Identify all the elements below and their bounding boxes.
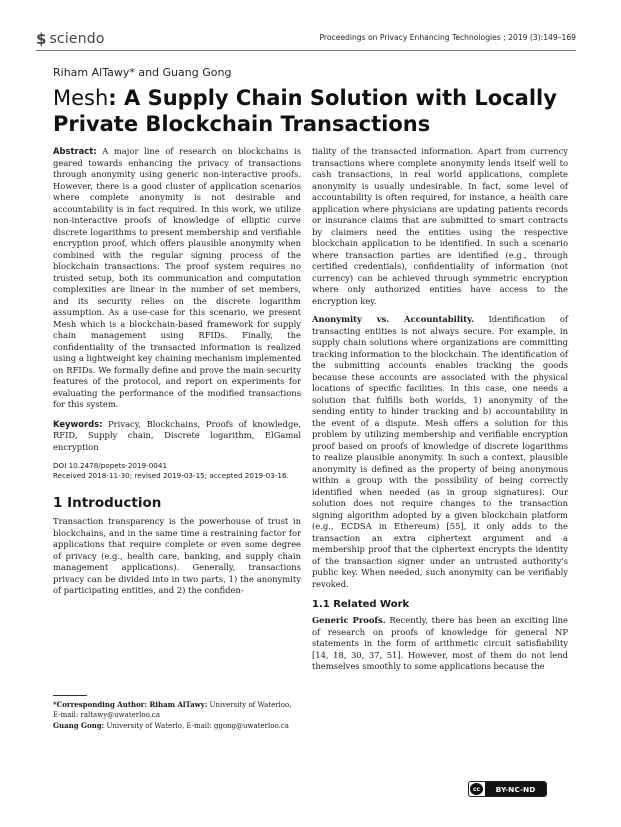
keywords-label: Keywords: <box>53 418 103 429</box>
abstract-text: A major line of research on blockchains is geared towards enhancing the privacy of transactions through anonymity using generic non-interactive proofs. However, there is a good cluster of application scenarios where complete anonymity is not desirable and accountability is in fact required. In this work, we utilize non-interactive proofs of knowledge of elliptic curve discrete logarithms to present membership and verifiable encryption proof, which offers plausible anonymity when combined with the regular signing process of the blockchain transactions. The proof system requires no trusted setup, both its communication and computation complexities are linear in the number of set members, and its security relies on the discrete logarithm assumption. As a use-case for this scenario, we present Mesh which is a blockchain-based framework for supply chain management using RFIDs. Finally, the confidentiality of the transacted information is realized using a lightweight key chaining mechanism implemented on RFIDs. We formally define and prove the main security features of the protocol, and report on experiments for evaluating the performance of the modified transactions for this system. <box>53 146 301 409</box>
footnote-corresponding-author <box>53 700 301 721</box>
paragraph-heading-generic-proofs: Generic Proofs. <box>312 615 386 625</box>
received-dates: Received 2018-11-30; revised 2019-03-15; accepted 2019-03-16. <box>53 471 289 480</box>
footnote-corresponding-text: University of Waterloo, E-mail: raltawy@uwaterloo.ca <box>53 701 292 719</box>
footnote-coauthor-label: Guang Gong: <box>53 720 105 730</box>
left-column <box>53 146 301 597</box>
article-meta <box>53 461 301 481</box>
header-rule <box>36 50 576 51</box>
paragraph-anonymity-text: Identification of transacting entities is not always secure. For example, in supply chain solutions where organizations are committing tracking information to the blockchain. The identification of the submitting accounts enables tracking the goods because these accounts are associated with the physical locations of specific facilities. In this case, one needs a solution that fulfills both worlds, 1) anonymity of the sending entity to hinder tracking and b) accountability in the event of a dispute. Mesh offers a solution for this problem by utilizing membership and verifiable encryption proof based on proofs of knowledge of discrete logarithms to realize plausible anonymity. In such a context, plausible anonymity is defined as the property of being anonymous within a group with the possibility of being correctly identified when needed (as in group signatures). Our solution does not require changes to the transaction signing algorithm adopted by a given blockchain platform (e.g., ECDSA in Ethereum) [55], it only adds to the transaction an extra ciphertext argument and a membership proof that the ciphertext encrypts the identity of the transaction signer under an untrusted authority's public key. When needed, such anonymity can be verifiably revoked. <box>312 314 568 589</box>
cc-icon: cc <box>470 783 483 795</box>
title-rest: : A Supply Chain Solution with Locally Private Blockchain Transactions <box>53 86 557 136</box>
intro-paragraph: Transaction transparency is the powerhouse of trust in blockchains, and in the same time a restraining factor for applications that require complete or even some degree of privacy (e.g., health care, banking, and supply chain management applications). Generally, transactions privacy can be divided into in two parts, 1) the anonymity of participating entities, and 2) the confiden- <box>53 516 301 595</box>
abstract <box>53 146 301 411</box>
footnotes <box>53 700 301 731</box>
section-heading-introduction: 1 Introduction <box>53 495 162 511</box>
keywords-text: Privacy, Blockchains, Proofs of knowledge, RFID, Supply chain, Discrete logarithm, ElGamal encryption <box>53 418 301 452</box>
footnote-coauthor <box>53 721 301 732</box>
paragraph-anonymity <box>312 314 568 590</box>
title-system-name: Mesh <box>53 86 109 110</box>
footnote-rule <box>53 695 87 696</box>
keywords <box>53 419 301 454</box>
author-line: Riham AlTawy* and Guang Gong <box>53 66 232 79</box>
section-heading-related-work: 1.1 Related Work <box>312 599 410 610</box>
publisher-name: sciendo <box>49 31 105 47</box>
paragraph-heading-anonymity: Anonymity vs. Accountability. <box>312 314 474 324</box>
right-column <box>312 146 568 673</box>
paragraph-continuation: tiality of the transacted information. Apart from currency transactions where complete anonymity lends itself well to cash transactions, in real world applications, complete anonymity is usually undesirable. In fact, some level of accountability is often required, for instance, a health care application where physicians are updating patients records or insurance claims that are submitted to smart contracts by claimers need the entities using the respective blockchain application to be identified. In such a scenario where transaction parties are identified (e.g., through certified credentials), confidentiality of information (not currency) can be achieved through symmetric encryption where only authorized entities have access to the encryption key. <box>312 146 568 306</box>
doi: DOI 10.2478/popets-2019-0041 <box>53 461 168 470</box>
cc-license-badge <box>468 781 547 797</box>
publisher-logo <box>36 30 105 48</box>
footnote-coauthor-text: University of Waterlo, E-mail: ggong@uwaterloo.ca <box>106 721 289 730</box>
logo-mark-icon: $ <box>36 30 47 48</box>
license-type: BY-NC-ND <box>485 782 546 796</box>
paragraph-generic-proofs <box>312 615 568 673</box>
paper-title <box>53 85 573 137</box>
journal-citation: Proceedings on Privacy Enhancing Technologies ; 2019 (3):149–169 <box>319 33 576 42</box>
abstract-label: Abstract: <box>53 146 97 156</box>
footnote-corresponding-label: *Corresponding Author: Riham AlTawy: <box>53 700 208 709</box>
paragraph-generic-proofs-text: Recently, there has been an exciting line of research on proofs of knowledge for general NP statements in the form of arithmetic circuit satisfiability [14, 18, 30, 37, 51]. However, most of them do not lend themselves smoothly to some applications because the <box>312 615 568 671</box>
